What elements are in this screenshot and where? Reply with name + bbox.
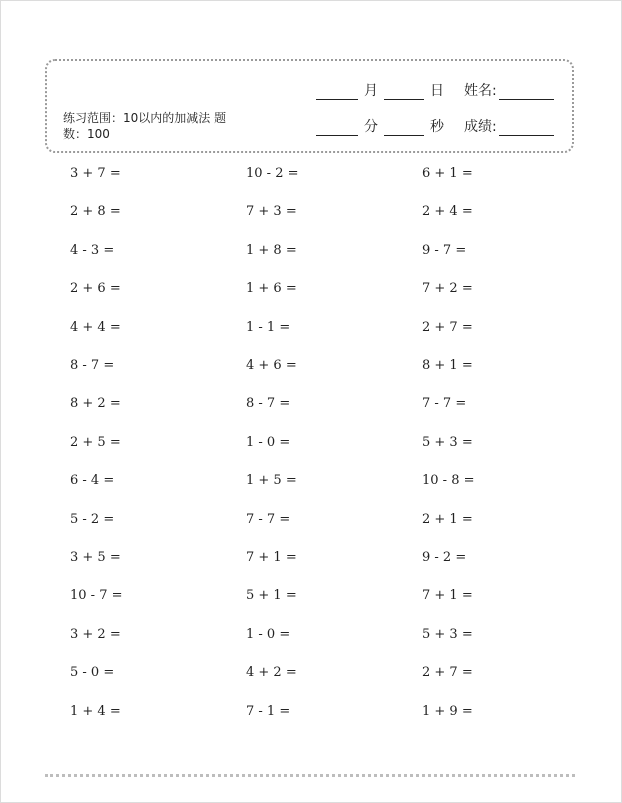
score-label: 成绩: [464, 119, 497, 135]
math-problem: 7 + 1 = [246, 550, 297, 565]
minute-label: 分 [364, 119, 378, 135]
math-problem: 3 + 2 = [70, 626, 121, 642]
math-problem: 10 - 2 = [246, 166, 299, 181]
math-problem: 4 + 2 = [246, 665, 297, 681]
math-problem: 2 + 8 = [70, 204, 121, 220]
math-problem: 2 + 6 = [70, 281, 121, 297]
math-problem: 1 + 9 = [422, 703, 473, 719]
name-blank[interactable] [499, 83, 554, 100]
math-problem: 1 + 4 = [70, 703, 121, 719]
math-problem: 8 - 7 = [70, 358, 115, 373]
footer-divider [45, 774, 575, 777]
math-problem: 10 - 7 = [70, 588, 123, 604]
math-problem: 1 + 8 = [246, 242, 297, 258]
math-problem: 4 + 4 = [70, 319, 121, 335]
score-blank[interactable] [499, 119, 554, 136]
math-problem: 5 - 2 = [70, 511, 115, 527]
name-label: 姓名: [464, 83, 497, 99]
time-score-row [316, 114, 554, 136]
math-problem: 6 + 1 = [422, 166, 473, 181]
math-problem: 6 - 4 = [70, 473, 115, 489]
math-problem: 2 + 7 = [422, 665, 473, 681]
math-problem: 3 + 7 = [70, 166, 121, 181]
math-problem: 1 - 0 = [246, 626, 291, 642]
math-problem: 5 + 3 = [422, 626, 473, 642]
day-blank[interactable] [384, 83, 424, 100]
math-problem: 7 - 1 = [246, 703, 291, 719]
math-problem: 9 - 2 = [422, 550, 467, 565]
math-problem: 1 + 6 = [246, 281, 297, 297]
math-problem: 1 - 1 = [246, 319, 291, 335]
second-label: 秒 [430, 119, 444, 135]
math-problem: 7 + 1 = [422, 588, 473, 604]
math-problem: 10 - 8 = [422, 473, 475, 489]
math-problem: 2 + 1 = [422, 511, 473, 527]
math-problem: 3 + 5 = [70, 550, 121, 565]
math-problem: 1 - 0 = [246, 434, 291, 450]
month-label: 月 [364, 83, 378, 99]
math-problem: 9 - 7 = [422, 242, 467, 258]
math-problem: 8 + 1 = [422, 358, 473, 373]
math-problem: 7 - 7 = [246, 511, 291, 527]
math-problem: 5 - 0 = [70, 665, 115, 681]
math-problem: 5 + 1 = [246, 588, 297, 604]
math-problem: 2 + 4 = [422, 204, 473, 220]
second-blank[interactable] [384, 119, 424, 136]
math-problem: 5 + 3 = [422, 434, 473, 450]
math-problem: 4 - 3 = [70, 242, 115, 258]
day-label: 日 [430, 83, 444, 99]
minute-blank[interactable] [316, 119, 358, 136]
math-problem: 7 + 3 = [246, 204, 297, 220]
math-problem: 2 + 5 = [70, 434, 121, 450]
math-problem: 1 + 5 = [246, 473, 297, 489]
date-name-row [316, 78, 554, 100]
math-problem: 7 + 2 = [422, 281, 473, 297]
math-problem: 4 + 6 = [246, 358, 297, 373]
math-problem: 7 - 7 = [422, 396, 467, 412]
month-blank[interactable] [316, 83, 358, 100]
math-problem: 8 - 7 = [246, 396, 291, 412]
practice-range-text: 练习范围：10以内的加减法 题数：100 [63, 111, 227, 141]
math-problem: 8 + 2 = [70, 396, 121, 412]
math-problem: 2 + 7 = [422, 319, 473, 335]
